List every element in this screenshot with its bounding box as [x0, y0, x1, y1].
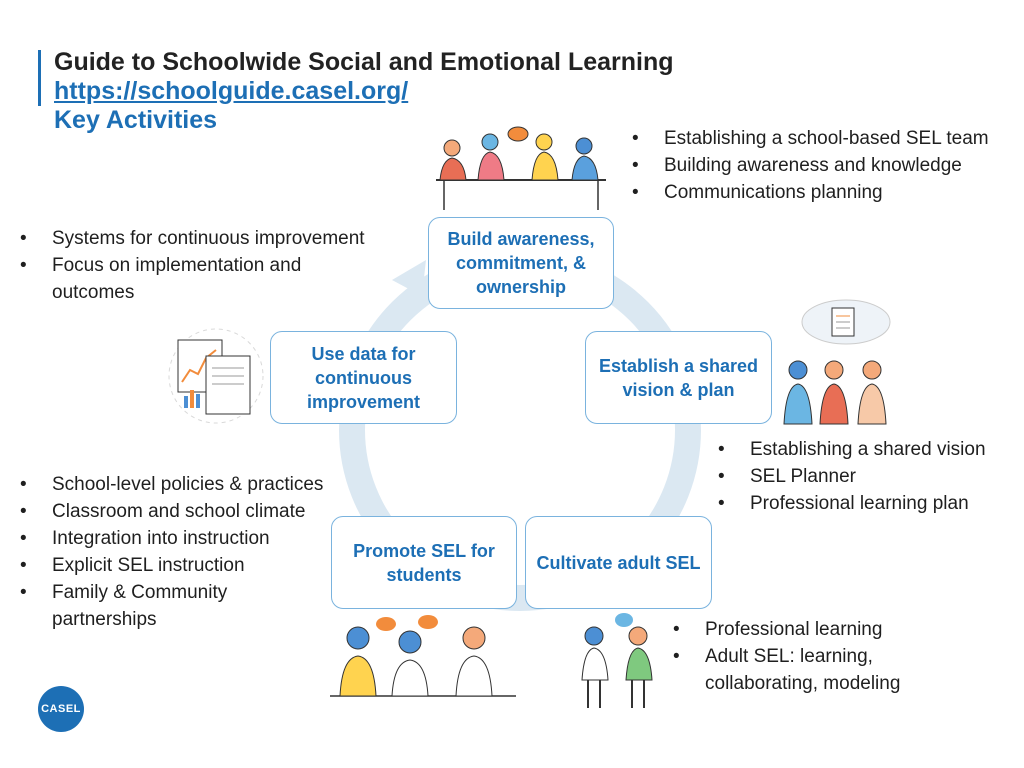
list-item: • Adult SEL: learning, collaborating, modeling [671, 643, 931, 697]
list-item: • Focus on implementation and outcomes [18, 252, 342, 306]
list-item: • Professional learning [671, 616, 931, 643]
logo-text: CASEL [41, 703, 81, 715]
list-item: • Classroom and school climate [18, 498, 338, 525]
vision-activities-list [716, 436, 1016, 517]
step-promote-sel: Promote SEL for students [331, 516, 517, 609]
list-item: • Family & Community partnerships [18, 579, 262, 633]
list-item: • Communications planning [630, 179, 1020, 206]
data-activities-list [18, 225, 408, 306]
list-item: • Systems for continuous improvement [18, 225, 408, 252]
step-use-data: Use data for continuous improvement [270, 331, 457, 424]
guide-url-link[interactable]: https://schoolguide.casel.org/ [54, 77, 409, 105]
promote-activities-list [18, 471, 338, 633]
step-shared-vision: Establish a shared vision & plan [585, 331, 772, 424]
planning-group-illustration [776, 296, 906, 426]
step-adult-sel: Cultivate adult SEL [525, 516, 712, 609]
title-accent-bar [38, 50, 41, 106]
adults-talking-illustration [568, 610, 668, 710]
step-build-awareness: Build awareness, commitment, & ownership [428, 217, 614, 309]
adult-activities-list [671, 616, 931, 697]
list-item: • Establishing a school-based SEL team [630, 125, 1020, 152]
list-item: • Professional learning plan [716, 490, 1016, 517]
students-illustration [328, 612, 518, 712]
data-charts-illustration [166, 326, 266, 426]
list-item: • Establishing a shared vision [716, 436, 1016, 463]
list-item: • Explicit SEL instruction [18, 552, 338, 579]
list-item: • Building awareness and knowledge [630, 152, 1020, 179]
team-meeting-illustration [428, 118, 613, 213]
page-subtitle: Key Activities [54, 106, 218, 134]
casel-logo [38, 686, 84, 732]
page-title: Guide to Schoolwide Social and Emotional Learning [54, 48, 674, 76]
build-activities-list [630, 125, 1020, 206]
list-item: • Integration into instruction [18, 525, 338, 552]
list-item: • School-level policies & practices [18, 471, 338, 498]
list-item: • SEL Planner [716, 463, 1016, 490]
